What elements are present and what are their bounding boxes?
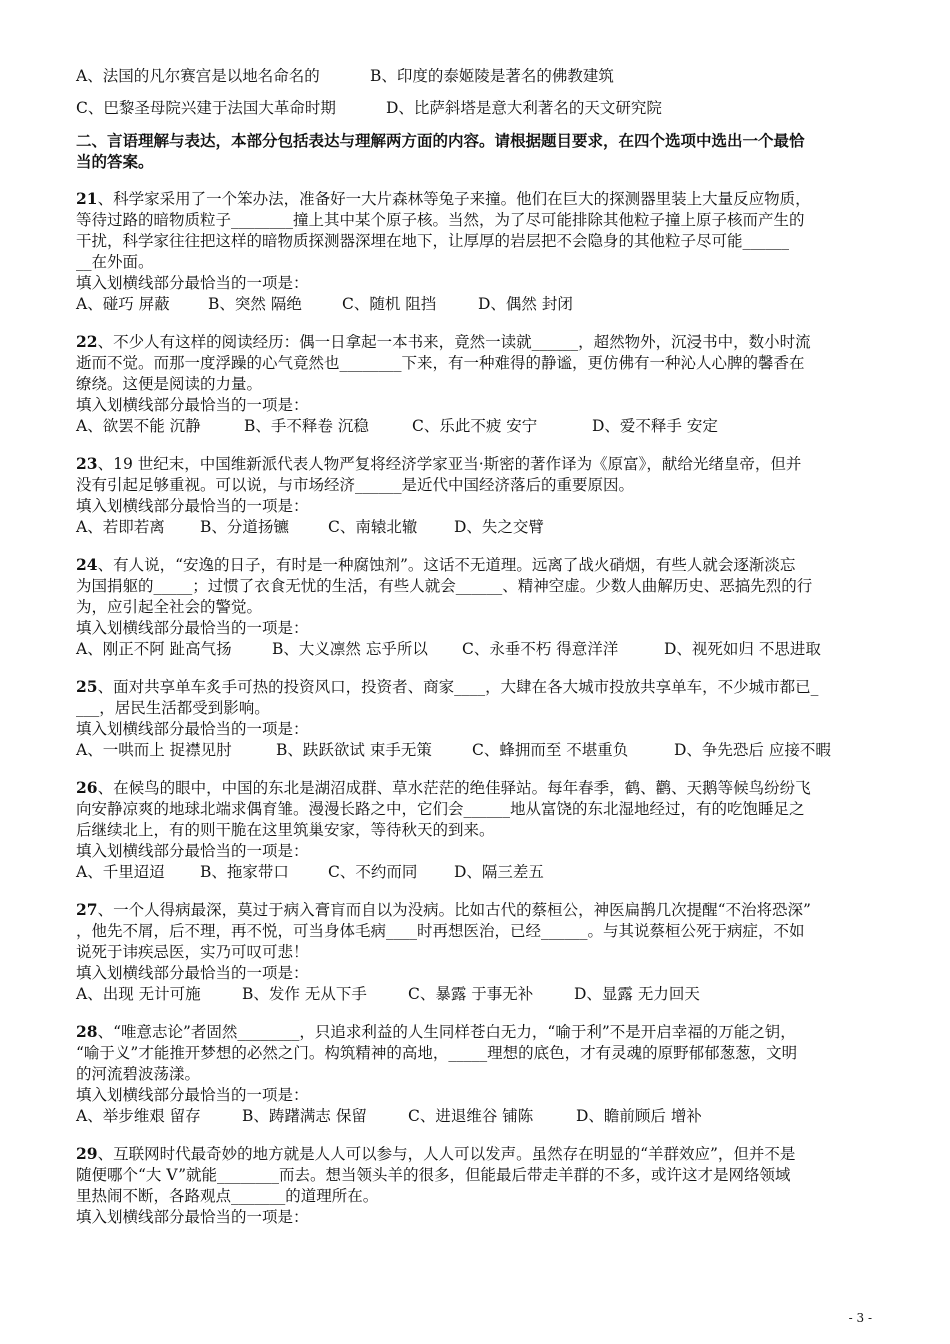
option-b: B、趺跃欲试 束手无策 <box>276 741 432 759</box>
answer-options <box>76 294 876 315</box>
option-d: D、爱不释手 安定 <box>592 417 718 435</box>
question-text: 、不少人有这样的阅读经历：偶一日拿起一本书来，竟然一读就______，超然物外，沉浸书中，数小时流 <box>97 333 811 351</box>
option-a: A、欲罢不能 沉静 <box>76 417 201 435</box>
option-d: D、瞻前顾后 增补 <box>576 1107 702 1125</box>
question-text: ，他先不屑，后不理，再不悦，可当身体毛病____时再想医治，已经______。与其说蔡桓公死于病症，不如 <box>76 922 805 940</box>
page-number: - 3 - <box>848 1311 872 1325</box>
option-c: C、暴露 于事无补 <box>408 985 534 1003</box>
question-27 <box>76 899 876 1005</box>
option-d: D、失之交臂 <box>454 518 544 536</box>
option-c: C、乐此不疲 安宁 <box>412 417 538 435</box>
option-b: B、分道扬镳 <box>200 518 289 536</box>
question-22 <box>76 331 876 437</box>
question-26 <box>76 777 876 883</box>
question-number: 29 <box>76 1144 98 1163</box>
question-prompt: 填入划横线部分最恰当的一项是： <box>76 720 309 738</box>
question-text: 等待过路的暗物质粒子________撞上其中某个原子核。当然，为了尽可能排除其他粒子撞上原子核而产生的 <box>76 211 805 229</box>
answer-options <box>76 517 876 538</box>
option-b: B、印度的泰姬陵是著名的佛教建筑 <box>370 67 614 85</box>
question-prompt: 填入划横线部分最恰当的一项是： <box>76 1086 309 1104</box>
section-heading-line: 二、言语理解与表达，本部分包括表达与理解两方面的内容。请根据题目要求，在四个选项中选出一个最恰 <box>76 131 805 150</box>
page-content <box>76 66 876 1244</box>
question-text: 、一个人得病最深，莫过于病入膏肓而自以为没病。比如古代的蔡桓公，神医扁鹊几次提醒“不治将恐深” <box>97 901 811 919</box>
option-c: C、永垂不朽 得意洋洋 <box>462 640 619 658</box>
question-prompt: 填入划横线部分最恰当的一项是： <box>76 842 309 860</box>
option-a: A、一哄而上 捉襟见肘 <box>76 741 232 759</box>
question-prompt: 填入划横线部分最恰当的一项是： <box>76 497 309 515</box>
option-b: B、踌躇满志 保留 <box>242 1107 367 1125</box>
question-21 <box>76 188 876 315</box>
question-prompt: 填入划横线部分最恰当的一项是： <box>76 396 309 414</box>
option-d: D、比萨斜塔是意大利著名的天文研究院 <box>386 99 662 117</box>
top-options <box>76 66 876 119</box>
option-a: A、刚正不阿 趾高气扬 <box>76 640 232 658</box>
question-24 <box>76 554 876 660</box>
option-b: B、手不释卷 沉稳 <box>244 417 369 435</box>
question-text: 干扰，科学家往往把这样的暗物质探测器深埋在地下，让厚厚的岩层把不会隐身的其他粒子尽可能______ <box>76 232 790 250</box>
question-25 <box>76 676 876 761</box>
question-prompt: 填入划横线部分最恰当的一项是： <box>76 1208 309 1226</box>
question-text: 、19 世纪末，中国维新派代表人物严复将经济学家亚当·斯密的著作译为《原富》，献给光绪皇帝，但并 <box>97 455 802 473</box>
question-text: __在外面。 <box>76 253 154 271</box>
question-text: 、“唯意志论”者固然________，只追求利益的人生同样苍白无力，“喻于利”不是开启幸福的万能之钥， <box>97 1023 796 1041</box>
section-heading <box>76 130 876 172</box>
option-c: C、巴黎圣母院兴建于法国大革命时期 <box>76 99 336 117</box>
question-text: 后继续北上，有的则干脆在这里筑巢安家，等待秋天的到来。 <box>76 821 495 839</box>
question-text: 的河流碧波荡漾。 <box>76 1065 201 1083</box>
question-number: 28 <box>76 1022 98 1041</box>
question-text: 、科学家采用了一个笨办法，准备好一大片森林等兔子来撞。他们在巨大的探测器里装上大量反应物质， <box>97 190 811 208</box>
option-b: B、突然 隔绝 <box>208 295 302 313</box>
answer-options <box>76 740 876 761</box>
question-text: 、面对共享单车炙手可热的投资风口，投资者、商家____，大肆在各大城市投放共享单车，不少城市都已_ <box>97 678 819 696</box>
question-number: 22 <box>76 332 98 351</box>
answer-options <box>76 862 876 883</box>
question-text: 向安静凉爽的地球北端求偶育雏。漫漫长路之中，它们会______地从富饶的东北湿地经过，有的吃饱睡足之 <box>76 800 805 818</box>
question-prompt: 填入划横线部分最恰当的一项是： <box>76 964 309 982</box>
question-text: 逝而不觉。而那一度浮躁的心气竟然也________下来，有一种难得的静谧，更仿佛有一种沁人心脾的馨香在 <box>76 354 805 372</box>
option-a: A、若即若离 <box>76 518 165 536</box>
question-text: 为国捐躯的_____；过惯了衣食无忧的生活，有些人就会______、精神空虚。少数人曲解历史、恶搞先烈的行 <box>76 577 813 595</box>
question-text: “喻于义”才能推开梦想的必然之门。构筑精神的高地，_____理想的底色，才有灵魂的原野郁郁葱葱，文明 <box>76 1044 798 1062</box>
question-text: 说死于讳疾忌医，实乃可叹可悲！ <box>76 943 309 961</box>
question-text: 缭绕。这便是阅读的力量。 <box>76 375 263 393</box>
answer-options <box>76 1106 876 1127</box>
option-d: D、偶然 封闭 <box>478 295 573 313</box>
option-a: A、举步维艰 留存 <box>76 1107 201 1125</box>
question-text: 、在候鸟的眼中，中国的东北是湖沼成群、草水茫茫的绝佳驿站。每年春季，鹤、鹳、天鹅等候鸟纷纷飞 <box>97 779 811 797</box>
option-b: B、发作 无从下手 <box>242 985 367 1003</box>
question-number: 27 <box>76 900 98 919</box>
answer-options <box>76 639 876 660</box>
option-a: A、法国的凡尔赛宫是以地名命名的 <box>76 67 320 85</box>
question-prompt: 填入划横线部分最恰当的一项是： <box>76 274 309 292</box>
question-text: 里热闹不断，各路观点_______的道理所在。 <box>76 1187 379 1205</box>
answer-options <box>76 984 876 1005</box>
option-b: B、大义凛然 忘乎所以 <box>272 640 428 658</box>
question-text: 、有人说，“安逸的日子，有时是一种腐蚀剂”。这话不无道理。远离了战火硝烟，有些人就会逐渐淡忘 <box>97 556 796 574</box>
answer-options <box>76 416 876 437</box>
option-b: B、拖家带口 <box>200 863 289 881</box>
question-text: 、互联网时代最奇妙的地方就是人人可以参与，人人可以发声。虽然存在明显的“羊群效应”，但并不是 <box>97 1145 796 1163</box>
option-c: C、随机 阻挡 <box>342 295 437 313</box>
question-number: 24 <box>76 555 98 574</box>
option-d: D、视死如归 不思进取 <box>664 640 821 658</box>
option-c: C、进退维谷 铺陈 <box>408 1107 534 1125</box>
option-a: A、碰巧 屏蔽 <box>76 295 170 313</box>
question-number: 25 <box>76 677 98 696</box>
option-c: C、蜂拥而至 不堪重负 <box>472 741 629 759</box>
question-number: 21 <box>76 189 98 208</box>
question-text: 为，应引起全社会的警觉。 <box>76 598 263 616</box>
question-number: 26 <box>76 778 98 797</box>
option-c: C、不约而同 <box>328 863 418 881</box>
question-prompt: 填入划横线部分最恰当的一项是： <box>76 619 309 637</box>
option-c: C、南辕北辙 <box>328 518 418 536</box>
question-23 <box>76 453 876 538</box>
question-text: 没有引起足够重视。可以说，与市场经济______是近代中国经济落后的重要原因。 <box>76 476 635 494</box>
option-a: A、千里迢迢 <box>76 863 165 881</box>
section-heading-line: 当的答案。 <box>76 152 154 171</box>
option-a: A、出现 无计可施 <box>76 985 201 1003</box>
option-d: D、隔三差五 <box>454 863 544 881</box>
question-29 <box>76 1143 876 1228</box>
question-number: 23 <box>76 454 98 473</box>
option-d: D、争先恐后 应接不暇 <box>674 741 831 759</box>
question-28 <box>76 1021 876 1127</box>
question-text: 随便哪个“大 V”就能________而去。想当领头羊的很多，但能最后带走羊群的不多，或许这才是网络领域 <box>76 1166 791 1184</box>
question-text: ___，居民生活都受到影响。 <box>76 699 270 717</box>
option-d: D、显露 无力回天 <box>574 985 700 1003</box>
